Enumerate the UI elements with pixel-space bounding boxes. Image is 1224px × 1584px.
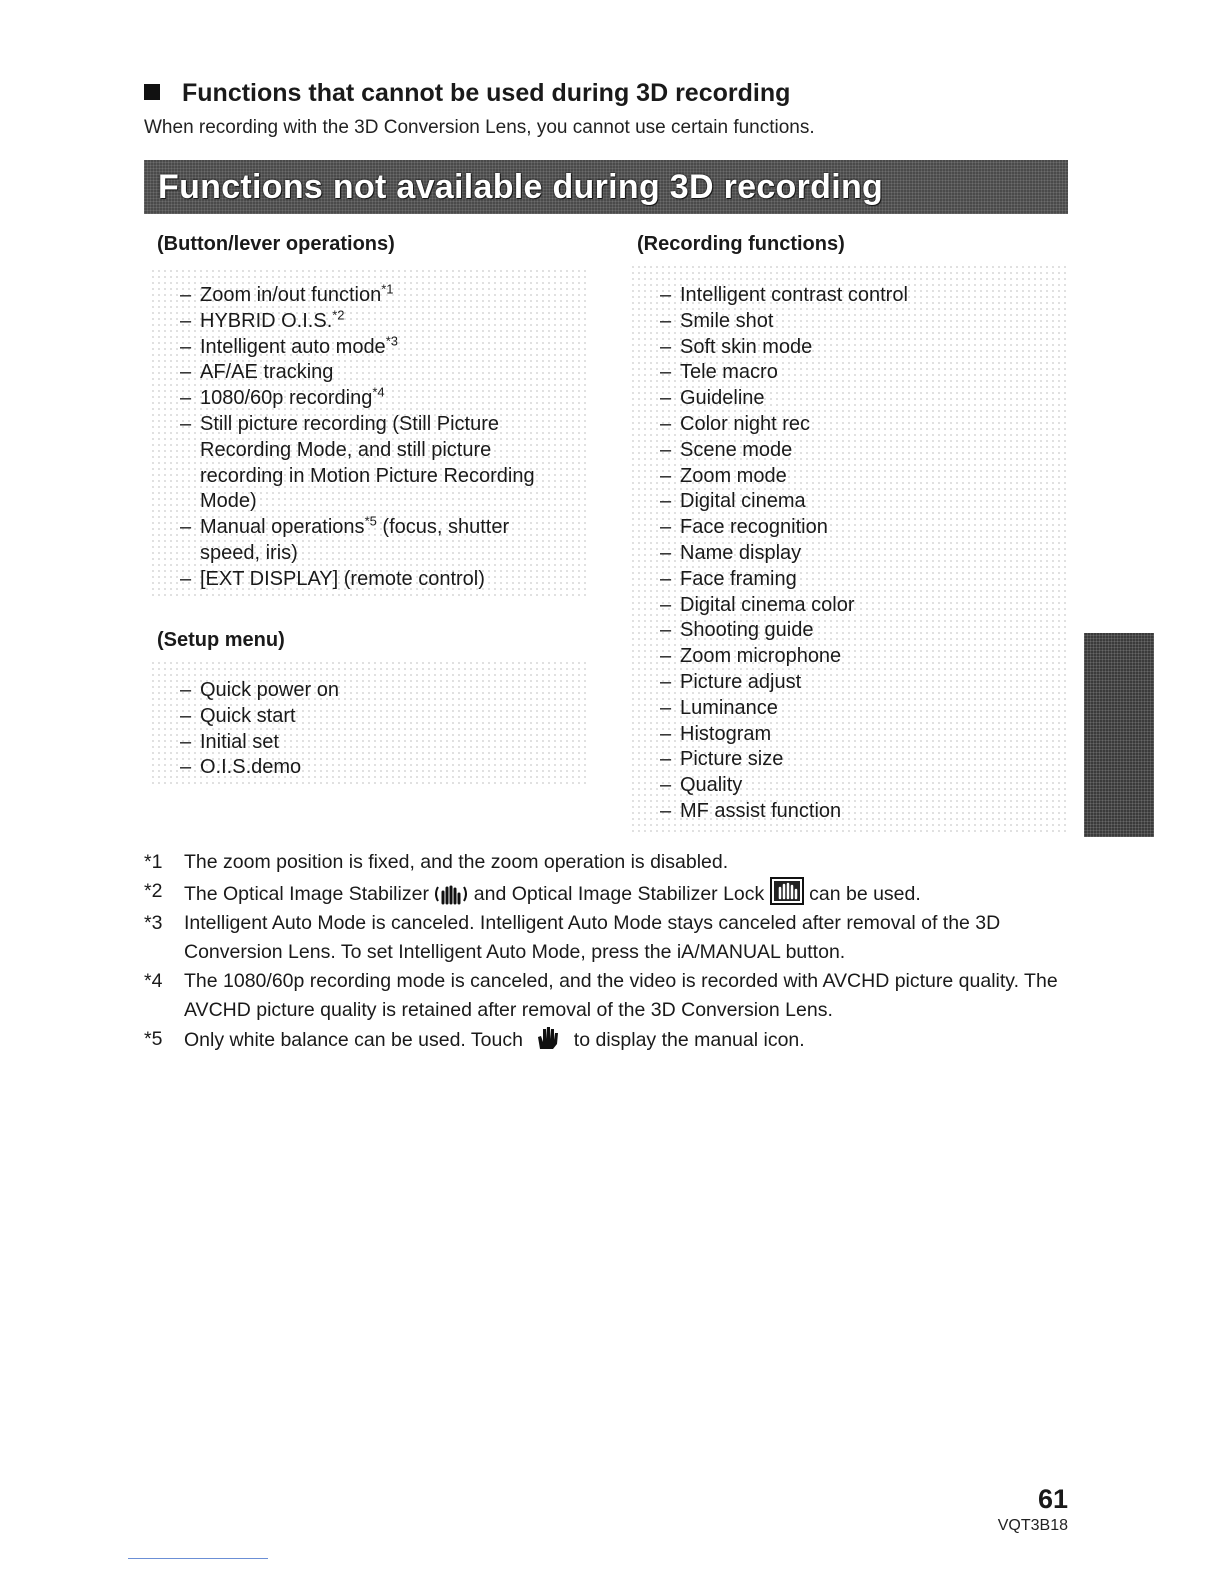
banner-title: Functions not available during 3D recording: [158, 168, 884, 206]
footnote-2: *2 The Optical Image Stabilizer and Optical Image Stabilizer Lock can be used.: [144, 877, 1074, 909]
list-item: – Quality: [660, 773, 1055, 799]
setup-menu-list: [180, 678, 570, 781]
list-item: – Digital cinema: [660, 489, 1055, 515]
list-item: – Intelligent auto mode$^{*3}$: [180, 335, 570, 361]
recording-functions-list: [660, 283, 1055, 825]
list-item: – Initial set: [180, 730, 570, 756]
button-lever-heading: (Button/lever operations): [157, 233, 395, 255]
stabilizer-lock-icon: [770, 877, 804, 905]
side-tab-marker: [1084, 633, 1154, 837]
list-item: – Zoom mode: [660, 464, 1055, 490]
manual-hand-icon: [528, 1025, 568, 1051]
document-code: VQT3B18: [997, 1517, 1068, 1534]
list-item: – Intelligent contrast control: [660, 283, 1055, 309]
list-item: – AF/AE tracking: [180, 360, 570, 386]
list-item: – Color night rec: [660, 412, 1055, 438]
footnote-1: *1 The zoom position is fixed, and the zoom operation is disabled.: [144, 851, 729, 873]
button-lever-box: [150, 268, 590, 598]
list-item: – Still picture recording (Still Picture Recording Mode, and still picture recording in Motion Picture Recording Mode): [180, 412, 545, 515]
list-item: – Manual operations$^{*5}$ (focus, shutter speed, iris): [180, 515, 565, 567]
section-heading: [144, 78, 790, 108]
list-item: – Scene mode: [660, 438, 1055, 464]
image-stabilizer-icon: [434, 883, 468, 905]
list-item: – Face framing: [660, 567, 1055, 593]
recording-functions-box: [630, 264, 1068, 834]
footnote-3: *3 Intelligent Auto Mode is canceled. Intelligent Auto Mode stays canceled after removal of the 3D Conversion Lens. To set Intelligent Auto Mode, press the iA/MANUAL button.: [144, 912, 1001, 963]
square-bullet-icon: [144, 84, 160, 100]
footnote-4: *4 The 1080/60p recording mode is canceled, and the video is recorded with AVCHD picture quality. The AVCHD picture quality is retained after removal of the 3D Conversion Lens.: [144, 970, 1058, 1021]
list-item: – Smile shot: [660, 309, 1055, 335]
page-number: 61: [1037, 1484, 1068, 1514]
list-item: – Soft skin mode: [660, 335, 1055, 361]
list-item: – Face recognition: [660, 515, 1055, 541]
list-item: – Digital cinema color: [660, 593, 1055, 619]
recording-functions-heading: (Recording functions): [637, 233, 845, 255]
footnote-5: *5 Only white balance can be used. Touch to display the manual icon.: [144, 1025, 1074, 1055]
list-item: – [EXT DISPLAY] (remote control): [180, 567, 570, 593]
list-item: – Shooting guide: [660, 618, 1055, 644]
list-item: – Guideline: [660, 386, 1055, 412]
list-item: – Quick power on: [180, 678, 570, 704]
list-item: – 1080/60p recording$^{*4}$: [180, 386, 570, 412]
list-item: – Picture size: [660, 747, 1055, 773]
list-item: – Zoom microphone: [660, 644, 1055, 670]
setup-menu-heading: (Setup menu): [157, 629, 285, 651]
list-item: – Histogram: [660, 722, 1055, 748]
list-item: – Luminance: [660, 696, 1055, 722]
intro-text: When recording with the 3D Conversion Lens, you cannot use certain functions.: [144, 117, 815, 138]
footnotes: [144, 848, 1074, 1055]
bottom-rule: [128, 1558, 268, 1559]
list-item: – MF assist function: [660, 799, 1055, 825]
list-item: – Zoom in/out function$^{*1}$: [180, 283, 570, 309]
banner: [144, 160, 1068, 214]
list-item: – Name display: [660, 541, 1055, 567]
list-item: – Picture adjust: [660, 670, 1055, 696]
button-lever-list: [180, 283, 570, 593]
list-item: – O.I.S.demo: [180, 755, 570, 781]
list-item: – Quick start: [180, 704, 570, 730]
setup-menu-box: [150, 660, 590, 788]
section-heading-text: Functions that cannot be used during 3D recording: [182, 79, 791, 107]
list-item: – HYBRID O.I.S.$^{*2}$: [180, 309, 570, 335]
list-item: – Tele macro: [660, 360, 1055, 386]
